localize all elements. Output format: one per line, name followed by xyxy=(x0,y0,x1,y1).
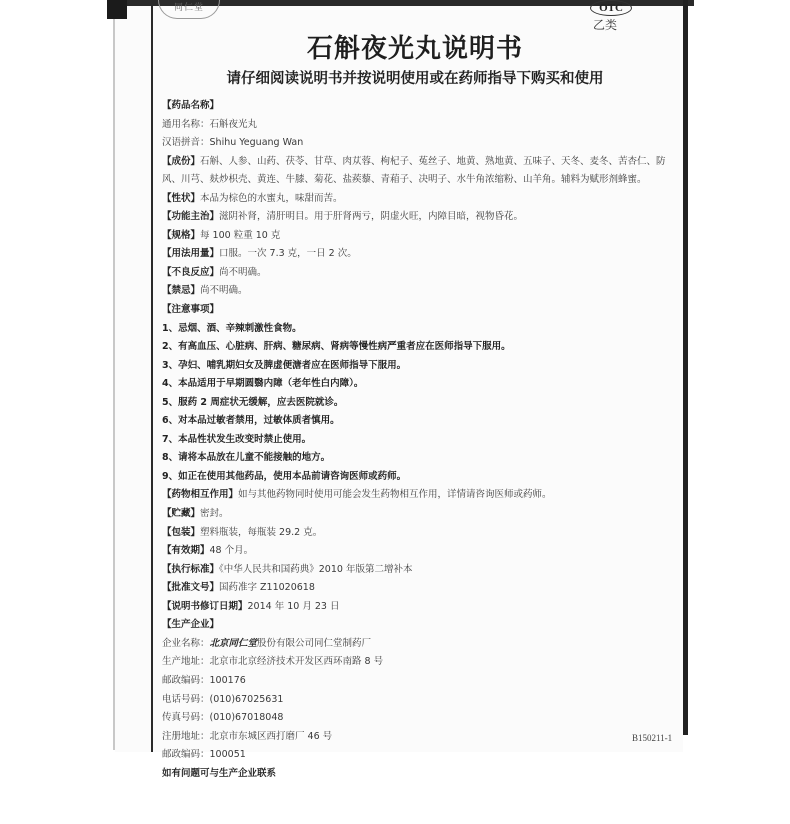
page-subtitle: 请仔细阅读说明书并按说明使用或在药师指导下购买和使用 xyxy=(226,71,604,87)
postcode-label: 邮政编码： xyxy=(162,749,210,761)
precaution-item: 8、请将本品放在儿童不能接触的地方。 xyxy=(162,452,331,464)
package-label: 【包装】 xyxy=(162,526,201,538)
standard-label: 【执行标准】 xyxy=(162,563,220,575)
expiry-label: 【有效期】 xyxy=(162,545,210,557)
properties-value: 本品为棕色的水蜜丸，味甜而苦。 xyxy=(200,192,343,204)
interactions-label: 【药物相互作用】 xyxy=(162,489,239,501)
phone-label: 电话号码： xyxy=(162,693,210,705)
production-address-value: 北京市北京经济技术开发区西环南路 8 号 xyxy=(209,656,384,668)
precautions-heading: 【注意事项】 xyxy=(162,304,220,316)
precaution-item: 7、本品性状发生改变时禁止使用。 xyxy=(162,433,312,445)
dosage-value: 口服。一次 7.3 克，一日 2 次。 xyxy=(219,248,357,260)
company-row xyxy=(162,635,667,654)
dosage-label: 【用法用量】 xyxy=(162,248,220,260)
expiry-value: 48 个月。 xyxy=(209,545,254,557)
ingredients-value: 石斛、人参、山药、茯苓、甘草、肉苁蓉、枸杞子、菟丝子、地黄、熟地黄、五味子、天冬、麦冬、苦杏仁、防风、川芎、麸炒枳壳、黄连、牛膝、菊花、盐蒺藜、青葙子、决明子、水牛角浓缩粉、山羊角。辅料为赋形剂蜂蜜。 xyxy=(162,155,666,186)
standard-value: 《中华人民共和国药典》2010 年版第二增补本 xyxy=(219,563,413,575)
expiry-row xyxy=(162,542,667,561)
contra-row xyxy=(162,282,667,301)
page-title: 石斛夜光丸说明书 xyxy=(306,34,523,64)
generic-name-value: 石斛夜光丸 xyxy=(209,118,258,130)
otc-badge: OTC xyxy=(590,0,632,16)
otc-class-label: 乙类 xyxy=(593,18,618,32)
postcode-value: 100176 xyxy=(209,674,246,686)
standard-row xyxy=(162,561,667,580)
precaution-item: 5、服药 2 周症状无缓解，应去医院就诊。 xyxy=(162,396,344,408)
postcode-label: 邮政编码： xyxy=(162,674,210,686)
package-row xyxy=(162,524,667,543)
pinyin-row xyxy=(162,134,667,153)
precaution-item: 6、对本品过敏者禁用，过敏体质者慎用。 xyxy=(162,415,340,427)
phone-value: (010)67025631 xyxy=(209,693,284,705)
phone-row xyxy=(162,691,667,710)
company-name-rest: 股份有限公司同仁堂制药厂 xyxy=(257,637,372,649)
properties-label: 【性状】 xyxy=(162,192,201,204)
company-label: 企业名称： xyxy=(162,637,210,649)
approval-value: 国药准字 Z11020618 xyxy=(219,582,315,594)
production-address-row xyxy=(162,653,667,672)
manufacturer-heading: 【生产企业】 xyxy=(162,619,220,631)
ingredients-label: 【成份】 xyxy=(162,155,201,167)
contra-label: 【禁忌】 xyxy=(162,285,201,297)
spec-label: 【规格】 xyxy=(162,229,201,241)
revision-label: 【说明书修订日期】 xyxy=(162,600,248,612)
precaution-item: 1、忌烟、酒、辛辣刺激性食物。 xyxy=(162,322,302,334)
properties-row xyxy=(162,190,667,209)
postcode-row xyxy=(162,746,667,765)
indications-row xyxy=(162,208,667,227)
adverse-label: 【不良反应】 xyxy=(162,266,220,278)
interactions-row xyxy=(162,486,667,505)
revision-value: 2014 年 10 月 23 日 xyxy=(247,600,340,612)
registered-address-value: 北京市东城区西打磨厂 46 号 xyxy=(209,730,333,742)
precaution-item: 9、如正在使用其他药品，使用本品前请咨询医师或药师。 xyxy=(162,470,407,482)
storage-row xyxy=(162,505,667,524)
brand-logo: 同仁堂 xyxy=(158,0,220,19)
document-code: B150211-1 xyxy=(632,733,673,743)
leaflet-content xyxy=(162,97,667,783)
revision-row xyxy=(162,598,667,617)
frame-right-edge xyxy=(683,0,688,735)
generic-name-label: 通用名称： xyxy=(162,118,210,130)
indications-label: 【功能主治】 xyxy=(162,211,220,223)
fax-label: 传真号码： xyxy=(162,712,210,724)
ingredients-row xyxy=(162,153,667,190)
package-value: 塑料瓶装，每瓶装 29.2 克。 xyxy=(200,526,323,538)
precaution-item: 3、孕妇、哺乳期妇女及脾虚便溏者应在医师指导下服用。 xyxy=(162,359,407,371)
storage-label: 【贮藏】 xyxy=(162,508,201,520)
storage-value: 密封。 xyxy=(200,508,229,520)
pinyin-value: Shihu Yeguang Wan xyxy=(209,137,304,149)
leaflet-border-line xyxy=(151,0,153,752)
registered-address-label: 注册地址： xyxy=(162,730,210,742)
approval-label: 【批准文号】 xyxy=(162,582,220,594)
spec-row xyxy=(162,227,667,246)
pinyin-label: 汉语拼音： xyxy=(162,137,210,149)
fax-value: (010)67018048 xyxy=(209,712,284,724)
precaution-item: 2、有高血压、心脏病、肝病、糖尿病、肾病等慢性病严重者应在医师指导下服用。 xyxy=(162,341,511,353)
adverse-row xyxy=(162,264,667,283)
fax-row xyxy=(162,709,667,728)
interactions-value: 如与其他药物同时使用可能会发生药物相互作用，详情请咨询医师或药师。 xyxy=(238,489,552,501)
postcode-row xyxy=(162,672,667,691)
indications-value: 滋阴补肾，清肝明目。用于肝肾两亏，阴虚火旺，内障目暗，视物昏花。 xyxy=(219,211,524,223)
spec-value: 每 100 粒重 10 克 xyxy=(200,229,281,241)
drug-name-heading: 【药品名称】 xyxy=(162,100,220,111)
company-brand: 北京同仁堂 xyxy=(209,637,258,649)
adverse-value: 尚不明确。 xyxy=(219,266,267,278)
frame-corner xyxy=(107,0,127,19)
precaution-item: 4、本品适用于早期圆翳内障（老年性白内障）。 xyxy=(162,378,364,390)
contra-value: 尚不明确。 xyxy=(200,285,248,297)
production-address-label: 生产地址： xyxy=(162,656,210,668)
approval-row xyxy=(162,579,667,598)
contact-note: 如有问题可与生产企业联系 xyxy=(162,767,277,779)
dosage-row xyxy=(162,245,667,264)
generic-name-row xyxy=(162,116,667,135)
postcode-value: 100051 xyxy=(209,749,246,761)
registered-address-row xyxy=(162,728,667,747)
